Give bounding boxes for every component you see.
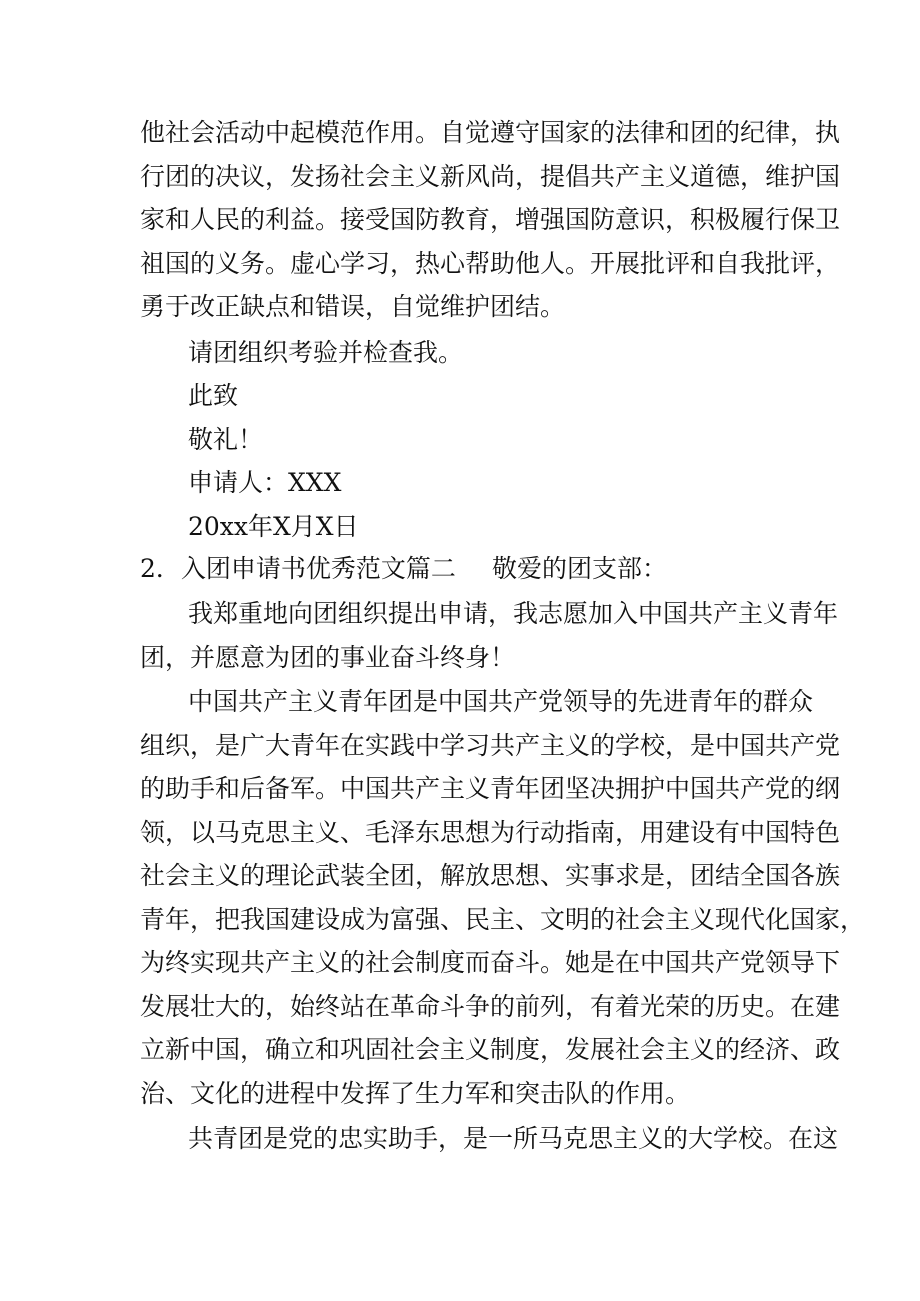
text-line: 社会主义的理论武装全团，解放思想、实事求是，团结全国各族 [140, 861, 841, 890]
text-line: 发展壮大的，始终站在革命斗争的前列，有着光荣的历史。在建 [140, 992, 841, 1021]
text-line: 家和人民的利益。接受国防教育，增强国防意识，积极履行保卫 [140, 205, 841, 234]
text-line: 青年，把我国建设成为富强、民主、文明的社会主义现代化国家， [140, 905, 866, 934]
text-line: 的助手和后备军。中国共产主义青年团坚决拥护中国共产党的纲 [140, 774, 841, 803]
text-line: 领，以马克思主义、毛泽东思想为行动指南，用建设有中国特色 [140, 818, 841, 847]
text-line: 勇于改正缺点和错误，自觉维护团结。 [140, 292, 566, 321]
text-line: 为终实现共产主义的社会制度而奋斗。她是在中国共产党领导下 [140, 948, 841, 977]
text-line: 他社会活动中起模范作用。自觉遵守国家的法律和团的纪律，执 [140, 118, 841, 147]
section-title: 2．入团申请书优秀范文篇二 [140, 554, 456, 583]
text-line: 立新中国，确立和巩固社会主义制度，发展社会主义的经济、政 [140, 1035, 841, 1064]
salutation: 敬爱的团支部： [492, 554, 668, 583]
request-line: 请团组织考验并检查我。 [188, 338, 464, 367]
text-line: 中国共产主义青年团是中国共产党领导的先进青年的群众 [188, 687, 814, 716]
text-line: 治、文化的进程中发挥了生力军和突击队的作用。 [140, 1079, 691, 1108]
text-line: 我郑重地向团组织提出申请，我志愿加入中国共产主义青年 [188, 599, 839, 628]
text-line: 组织，是广大青年在实践中学习共产主义的学校，是中国共产党 [140, 731, 841, 760]
salute-line: 此致 [188, 381, 239, 410]
date-line: 20xx年X月X日 [188, 512, 359, 541]
text-line: 祖国的义务。虚心学习，热心帮助他人。开展批评和自我批评， [140, 249, 841, 278]
text-line: 团，并愿意为团的事业奋斗终身！ [140, 643, 516, 672]
text-line: 共青团是党的忠实助手，是一所马克思主义的大学校。在这 [188, 1124, 839, 1153]
applicant-line: 申请人：XXX [188, 468, 342, 497]
salute-line: 敬礼！ [188, 425, 264, 454]
text-line: 行团的决议，发扬社会主义新风尚，提倡共产主义道德，维护国 [140, 162, 841, 191]
